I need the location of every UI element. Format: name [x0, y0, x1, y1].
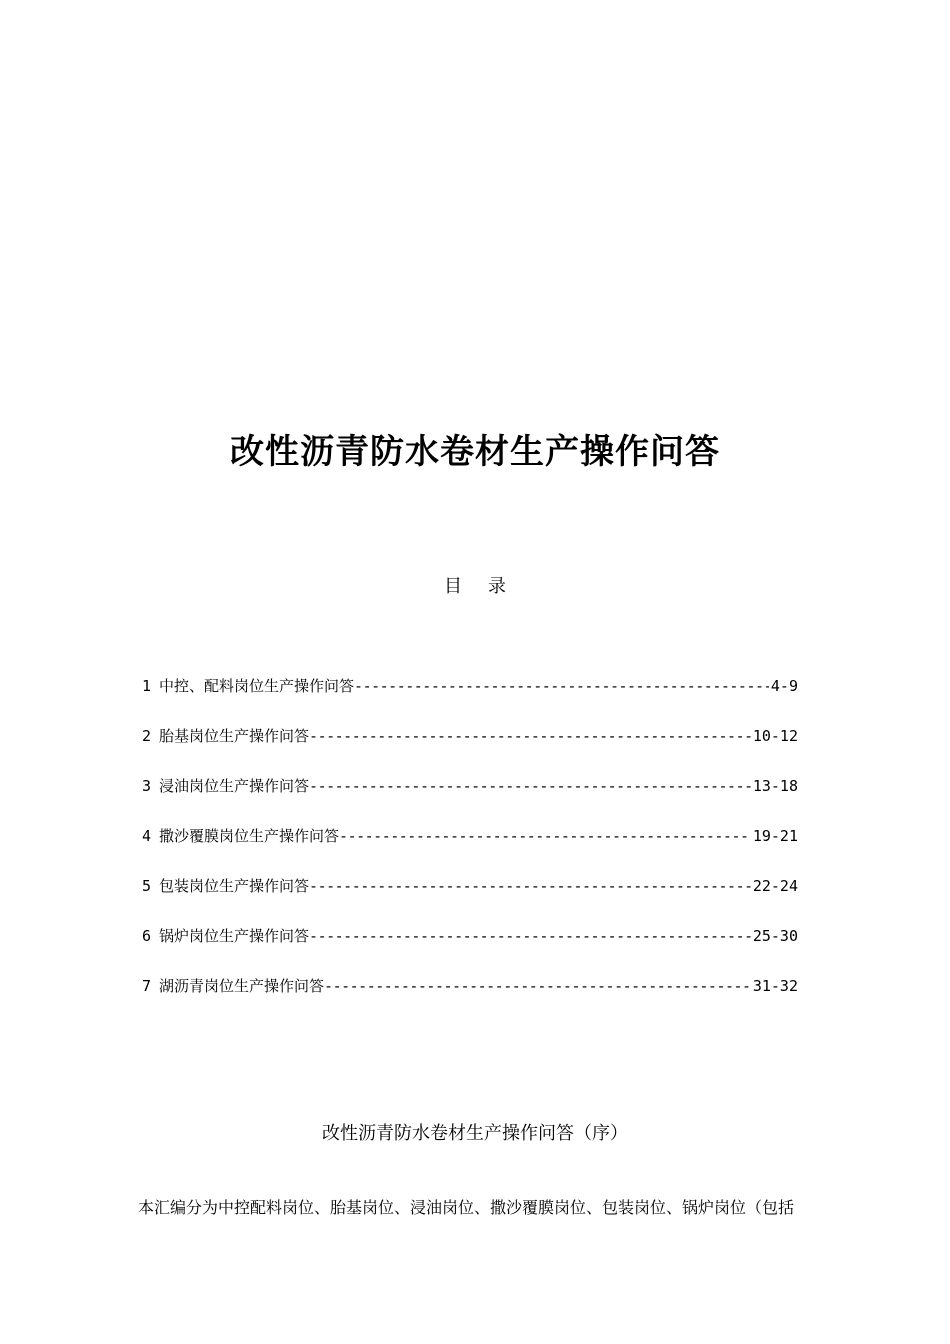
toc-entry-label: 浸油岗位生产操作问答 — [159, 777, 310, 795]
toc-entry-number: 4 — [142, 827, 152, 845]
toc-entry[interactable] — [142, 924, 798, 974]
toc-entry-number: 3 — [142, 777, 152, 795]
toc-dot-leader — [339, 824, 751, 848]
toc-entry-label: 胎基岗位生产操作问答 — [159, 727, 310, 745]
preface-paragraph: 本汇编分为中控配料岗位、胎基岗位、浸油岗位、撒沙覆膜岗位、包装岗位、锅炉岗位（包括 — [138, 1198, 795, 1217]
toc-entry-label: 中控、配料岗位生产操作问答 — [159, 677, 355, 695]
toc-heading-left: 目 — [444, 576, 462, 597]
toc-entry-label: 撒沙覆膜岗位生产操作问答 — [159, 827, 340, 845]
toc-entry-pages: 22-24 — [752, 877, 798, 895]
toc-entry-pages: 25-30 — [752, 927, 798, 945]
toc-entry-pages: 13-18 — [752, 777, 798, 795]
toc-entry-label: 锅炉岗位生产操作问答 — [159, 927, 310, 945]
toc-entry-pages: 4-9 — [770, 677, 798, 695]
toc-entry-pages: 10-12 — [752, 727, 798, 745]
toc-dot-leader — [354, 674, 769, 698]
document-title: 改性沥青防水卷材生产操作问答 — [230, 432, 720, 472]
toc-entry[interactable] — [142, 724, 798, 774]
toc-entry-number: 2 — [142, 727, 152, 745]
table-of-contents — [142, 674, 798, 1024]
toc-dot-leader — [309, 924, 751, 948]
toc-entry-label: 包装岗位生产操作问答 — [159, 877, 310, 895]
toc-heading — [0, 574, 950, 600]
toc-dot-leader — [309, 874, 751, 898]
toc-entry[interactable] — [142, 674, 798, 724]
toc-dot-leader — [309, 724, 751, 748]
toc-entry[interactable] — [142, 774, 798, 824]
toc-entry[interactable] — [142, 824, 798, 874]
toc-entry-number: 1 — [142, 677, 152, 695]
toc-entry-pages: 31-32 — [752, 977, 798, 995]
toc-dot-leader — [309, 774, 751, 798]
toc-entry-number: 6 — [142, 927, 152, 945]
toc-entry[interactable] — [142, 974, 798, 1024]
toc-entry-number: 7 — [142, 977, 152, 995]
toc-entry[interactable] — [142, 874, 798, 924]
toc-dot-leader — [324, 974, 751, 998]
preface-title: 改性沥青防水卷材生产操作问答（序） — [322, 1123, 628, 1144]
toc-heading-right: 录 — [488, 576, 506, 597]
toc-entry-number: 5 — [142, 877, 152, 895]
toc-entry-pages: 19-21 — [752, 827, 798, 845]
toc-entry-label: 湖沥青岗位生产操作问答 — [159, 977, 325, 995]
